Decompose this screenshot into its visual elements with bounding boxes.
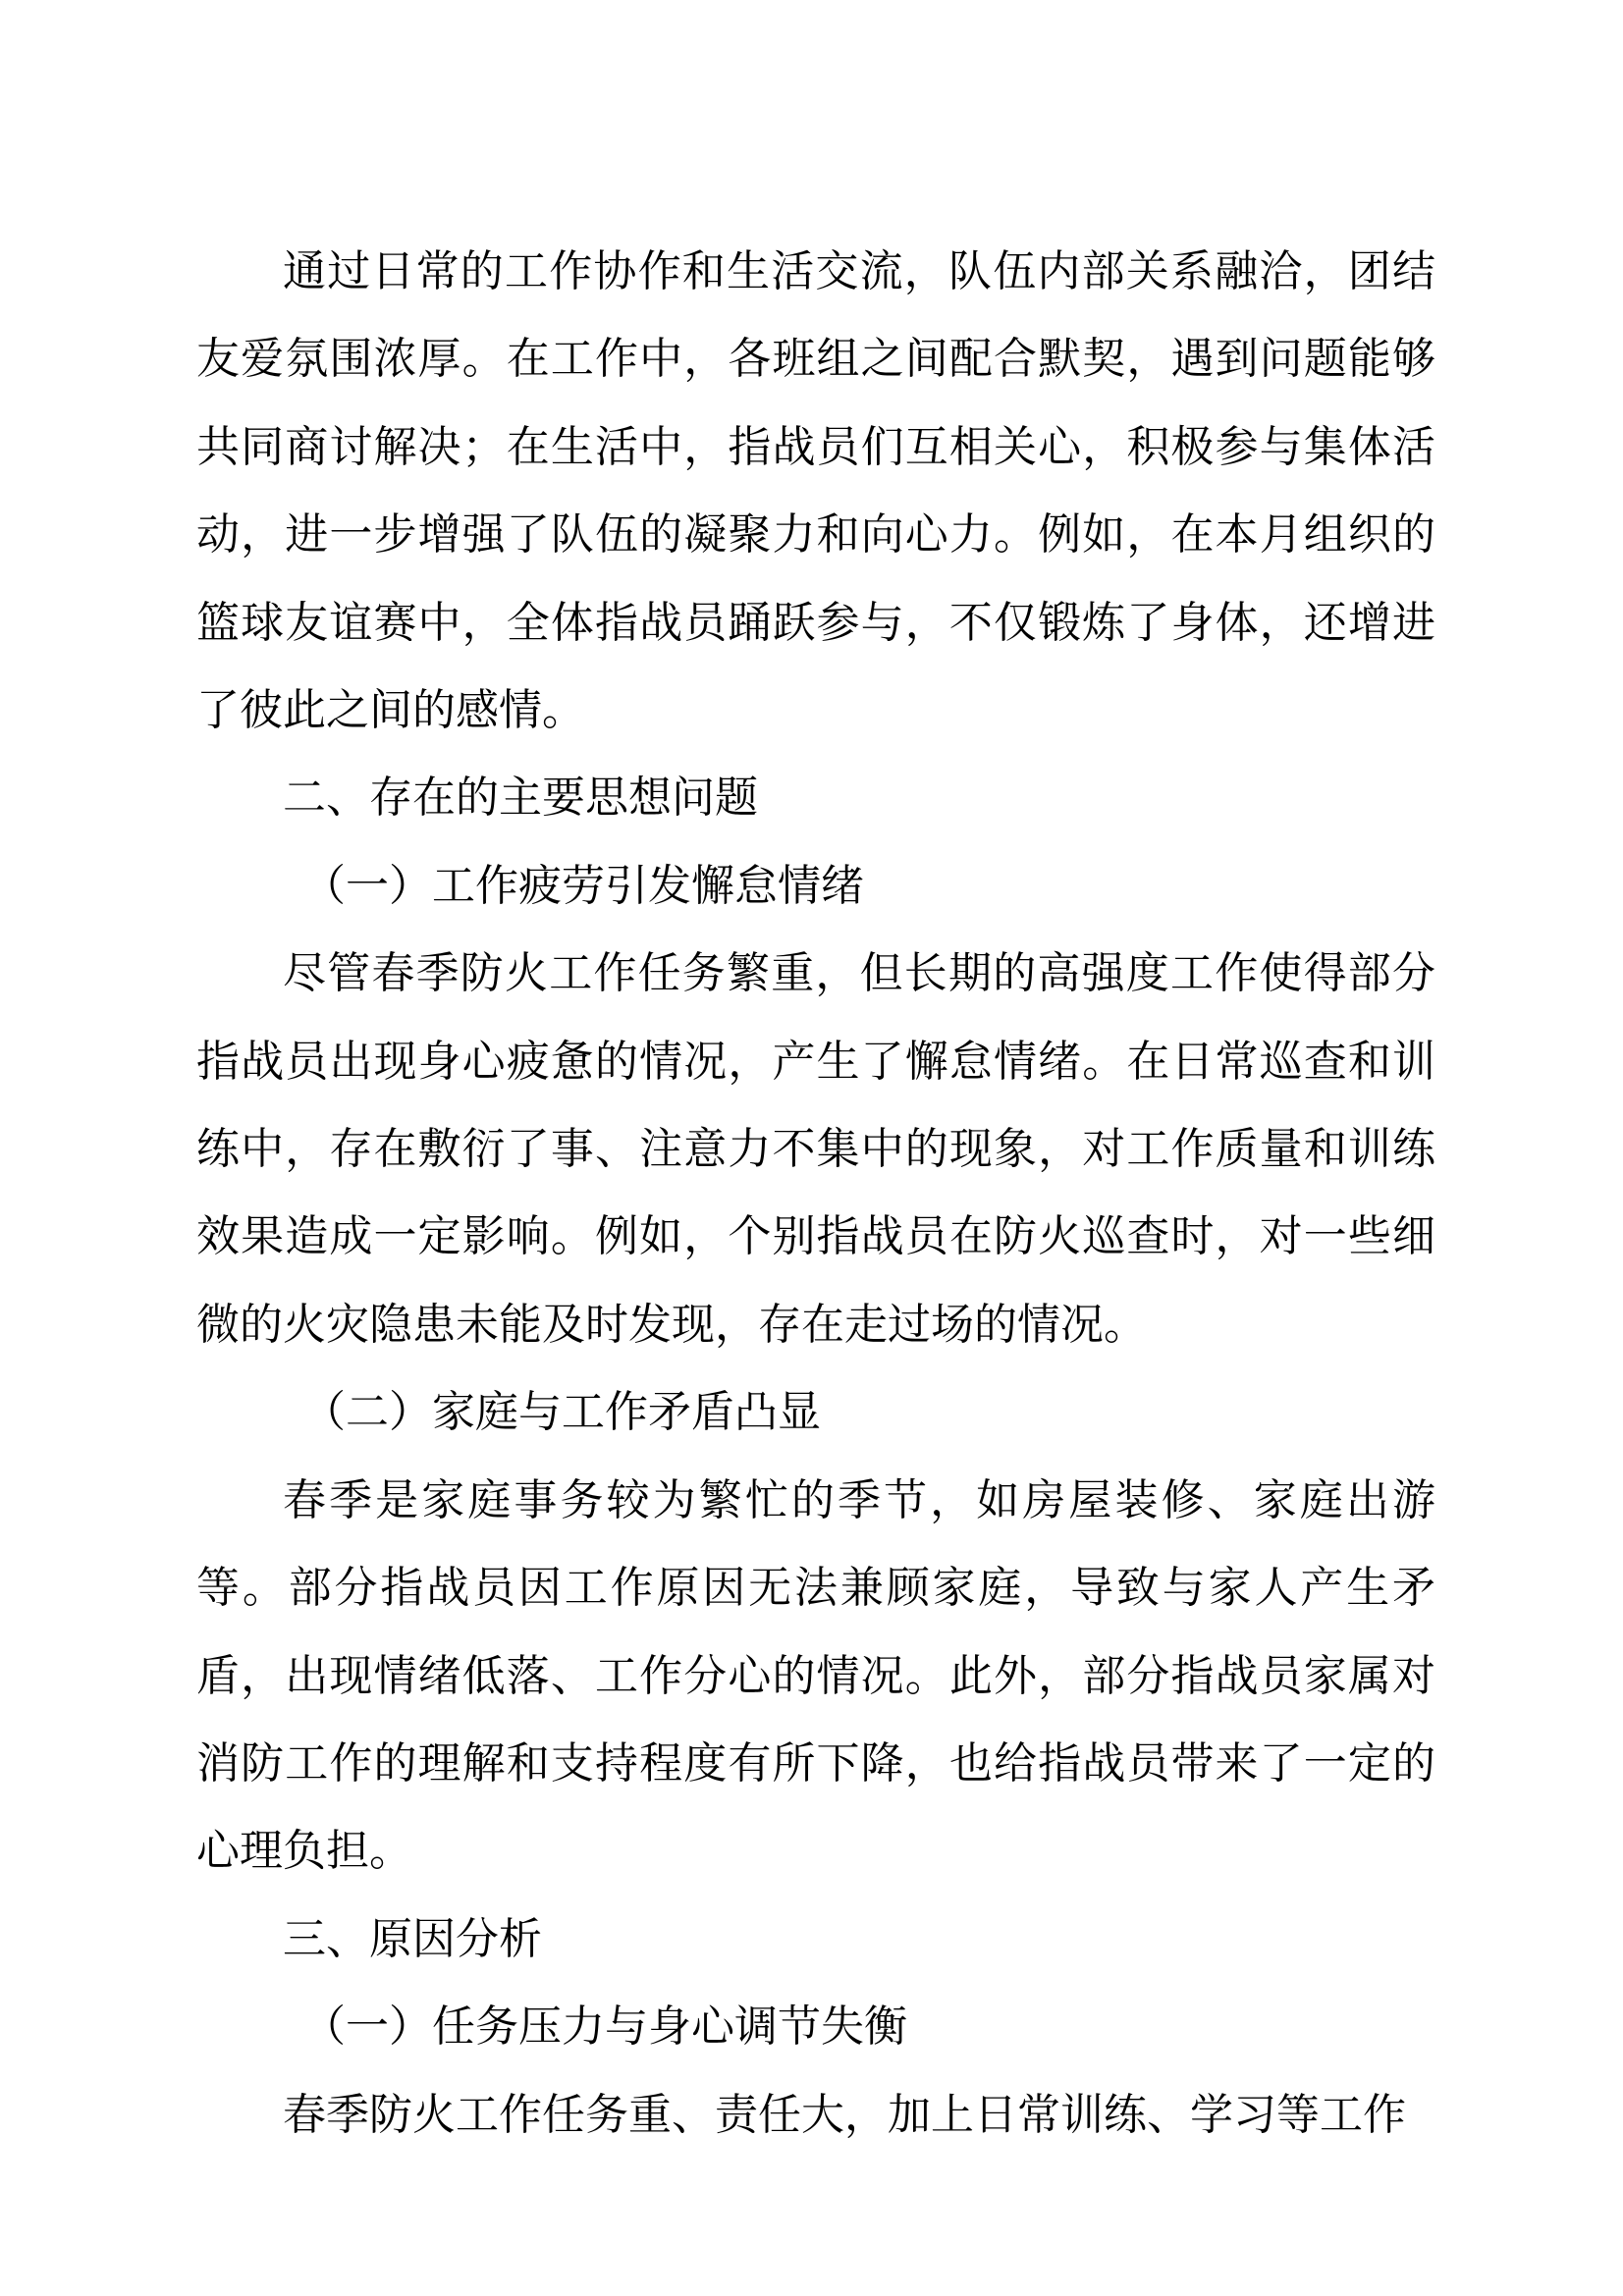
section-heading-cause-analysis: 三、原因分析 [283, 1913, 542, 1964]
document-body [196, 228, 1435, 2159]
paragraph-task-pressure: 春季防火工作任务重、责任大，加上日常训练、学习等工作 [283, 2089, 1406, 2140]
paragraph-team-cohesion: 通过日常的工作协作和生活交流，队伍内部关系融洽，团结友爱氛围浓厚。在工作中，各班组之间配合默契，遇到问题能够共同商讨解决；在生活中，指战员们互相关心，积极参与集体活动，进一步增强了队伍的凝聚力和向心力。例如，在本月组织的篮球友谊赛中，全体指战员踊跃参与，不仅锻炼了身体，还增进了彼此之间的感情。 [196, 246, 1435, 736]
subheading-task-pressure: （一）任务压力与身心调节失衡 [302, 2002, 907, 2053]
subheading-work-fatigue: （一）工作疲劳引发懈怠情绪 [302, 860, 864, 911]
paragraph-work-fatigue: 尽管春季防火工作任务繁重，但长期的高强度工作使得部分指战员出现身心疲惫的情况，产生了懈怠情绪。在日常巡查和训练中，存在敷衍了事、注意力不集中的现象，对工作质量和训练效果造成一定影响。例如，个别指战员在防火巡查时，对一些细微的火灾隐患未能及时发现，存在走过场的情况。 [196, 948, 1435, 1350]
section-heading-main-problems: 二、存在的主要思想问题 [283, 773, 758, 824]
subheading-family-conflict: （二）家庭与工作矛盾凸显 [302, 1387, 821, 1438]
paragraph-family-conflict: 春季是家庭事务较为繁忙的季节，如房屋装修、家庭出游等。部分指战员因工作原因无法兼顾家庭，导致与家人产生矛盾，出现情绪低落、工作分心的情况。此外，部分指战员家属对消防工作的理解和支持程度有所下降，也给指战员带来了一定的心理负担。 [196, 1474, 1435, 1877]
